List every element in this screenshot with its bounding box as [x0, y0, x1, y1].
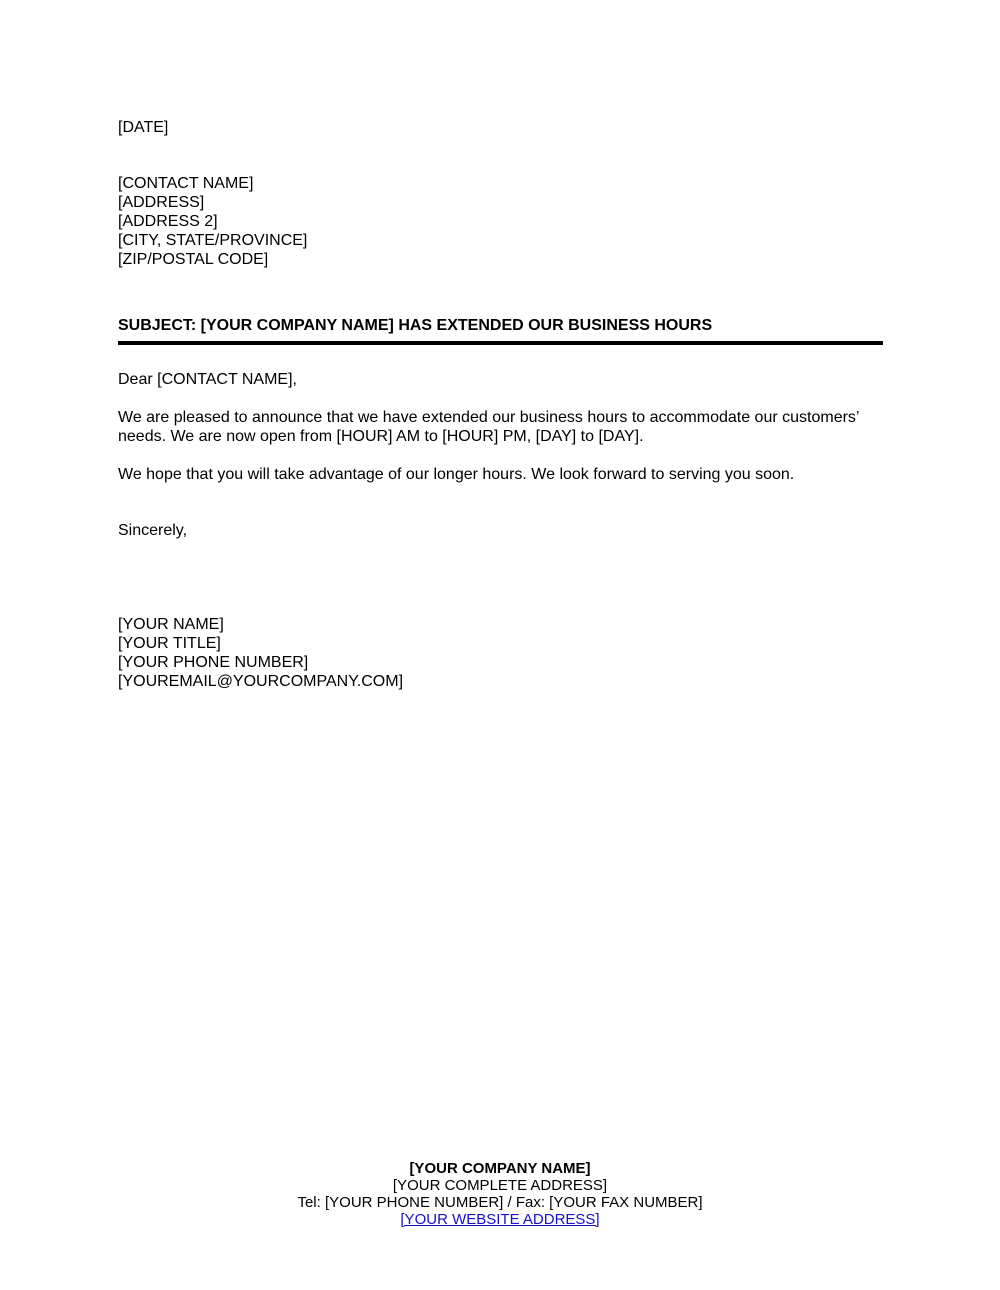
subject-line: SUBJECT: [YOUR COMPANY NAME] HAS EXTENDED OUR BUSINESS HOURS — [118, 316, 883, 345]
footer-website-link[interactable]: [YOUR WEBSITE ADDRESS] — [400, 1211, 600, 1228]
recipient-address-2: [ADDRESS 2] — [118, 213, 218, 230]
recipient-city-state: [CITY, STATE/PROVINCE] — [118, 232, 308, 249]
body-paragraph-2: We hope that you will take advantage of our longer hours. We look forward to serving you soon. — [118, 466, 795, 483]
letter-footer — [0, 1160, 1000, 1228]
body-paragraph-1-line-1: We are pleased to announce that we have extended our business hours to accommodate our customers’ — [118, 409, 860, 426]
salutation: Dear [CONTACT NAME], — [118, 371, 297, 388]
recipient-address: [ADDRESS] — [118, 194, 205, 211]
recipient-contact-name: [CONTACT NAME] — [118, 175, 254, 192]
footer-address: [YOUR COMPLETE ADDRESS] — [392, 1177, 608, 1194]
footer-company-name: [YOUR COMPANY NAME] — [409, 1160, 591, 1177]
letter-body — [118, 118, 883, 691]
signature-title: [YOUR TITLE] — [118, 635, 221, 652]
body-paragraph-1-line-2: needs. We are now open from [HOUR] AM to [HOUR] PM, [DAY] to [DAY]. — [118, 428, 644, 445]
signature-name: [YOUR NAME] — [118, 616, 224, 633]
subject-block — [118, 316, 883, 345]
footer-contact: Tel: [YOUR PHONE NUMBER] / Fax: [YOUR FAX NUMBER] — [297, 1194, 703, 1211]
signature-email: [YOUREMAIL@YOURCOMPANY.COM] — [118, 673, 404, 690]
signature-block — [118, 615, 883, 691]
letter-date: [DATE] — [118, 119, 169, 136]
recipient-zip: [ZIP/POSTAL CODE] — [118, 251, 269, 268]
signature-phone: [YOUR PHONE NUMBER] — [118, 654, 309, 671]
body-paragraph-1 — [118, 408, 883, 446]
recipient-block — [118, 174, 883, 269]
closing: Sincerely, — [118, 522, 188, 539]
